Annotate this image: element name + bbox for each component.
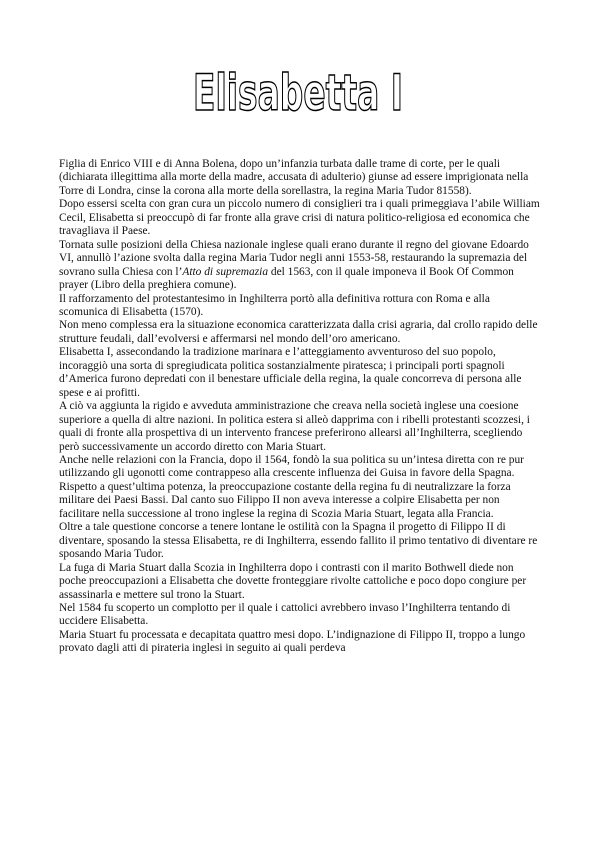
- paragraph-text: del 1563, con il quale imponeva il Book Of Common prayer (Libro della preghiera comune).: [59, 265, 514, 292]
- paragraph: Il rafforzamento del protestantesimo in Inghilterra portò alla definitiva rottura con Roma e alla scomunica di Elisabetta (1570).: [59, 292, 490, 318]
- paragraph: [59, 239, 541, 293]
- paragraph: La fuga di Maria Stuart dalla Scozia in Inghilterra dopo i contrasti con il marito Bothwell diede non poche preoccupazioni a Elisabetta che dovette fronteggiare rivolte cattoliche e poco dopo congiure per assassinarla e mettere sul trono la Stuart.: [59, 561, 527, 601]
- paragraph: A ciò va aggiunta la rigido e avveduta amministrazione che creava nella società inglese una coesione superiore a quella di altre nazioni. In politica estera si alleò dapprima con i ribelli protestanti scozzesi, i quali di fronte alla prospettiva di un intervento francese preferirono allearsi all’Inghilterra, scegliendo però successivamente un accordo diretto con Maria Stuart.: [59, 400, 530, 453]
- title-wordart-svg: [0, 62, 596, 122]
- body-text: [59, 158, 541, 656]
- paragraph: Figlia di Enrico VIII e di Anna Bolena, dopo un’infanzia turbata dalle trame di corte, per le quali (dichiarata illegittima alla morte della madre, accusata di adulterio) giunse ad essere imprigionata nella Torre di Londra, cinse la corona alla morte della sorellastra, la regina Maria Tudor 81558).: [59, 158, 529, 197]
- paragraph: Maria Stuart fu processata e decapitata quattro mesi dopo. L’indignazione di Filippo II, troppo a lungo provato dagli atti di pirateria inglesi in seguito ai quali perdeva: [59, 628, 526, 655]
- paragraph: Anche nelle relazioni con la Francia, dopo il 1564, fondò la sua politica su un’intesa diretta con re pur utilizzando gli ugonotti come contrappeso alla crescente influenza dei Guisa in favore della Spagna.: [59, 453, 524, 480]
- italic-title: Atto di supremazia: [182, 265, 269, 278]
- paragraph-text: Tornata sulle posizioni della Chiesa nazionale inglese quali erano durante il regno del giovane Edoardo VI, annullò l’azione svolta dalla regina Maria Tudor negli anni 1553-58, restaurando la supremazia del sovrano sulla Chiesa con l’: [59, 238, 529, 278]
- paragraph: Oltre a tale questione concorse a tenere lontane le ostilità con la Spagna il progetto di Filippo II di diventare, sposando la stessa Elisabetta, re di Inghilterra, essendo fallito il primo tentativo di diventare re sposando Maria Tudor.: [59, 521, 538, 561]
- paragraph: Non meno complessa era la situazione economica caratterizzata dalla crisi agraria, dal crollo rapido delle strutture feudali, dall’evolversi e affermarsi nel mondo dell’oro americano.: [59, 319, 538, 345]
- paragraph: Dopo essersi scelta con gran cura un piccolo numero di consiglieri tra i quali primeggiava l’abile William Cecil, Elisabetta si preoccupò di far fronte alla grave crisi di natura politico-religiosa ed economica che travagliava il Paese.: [59, 198, 540, 238]
- paragraph: Rispetto a quest’ultima potenza, la preoccupazione costante della regina fu di neutralizzare la forza militare dei Paesi Bassi. Dal canto suo Filippo II non aveva interesse a colpire Elisabetta per non facilitare nella successione al trono inglese la regina di Scozia Maria Stuart, legata alla Francia.: [59, 480, 511, 520]
- document-title: Elisabetta I: [193, 64, 403, 122]
- paragraph: Nel 1584 fu scoperto un complotto per il quale i cattolici avrebbero invaso l’Inghilterra tentando di uccidere Elisabetta.: [59, 601, 511, 628]
- title-wordart: [0, 62, 596, 122]
- paragraph: Elisabetta I, assecondando la tradizione marinara e l’atteggiamento avventuroso del suo popolo, incoraggiò una sorta di spregiudicata politica sostanzialmente piratesca; i principali porti spagnoli d’America furono depredati con il benestare ufficiale della regina, la quale concorreva di persona alle spese e ai profitti.: [59, 346, 522, 399]
